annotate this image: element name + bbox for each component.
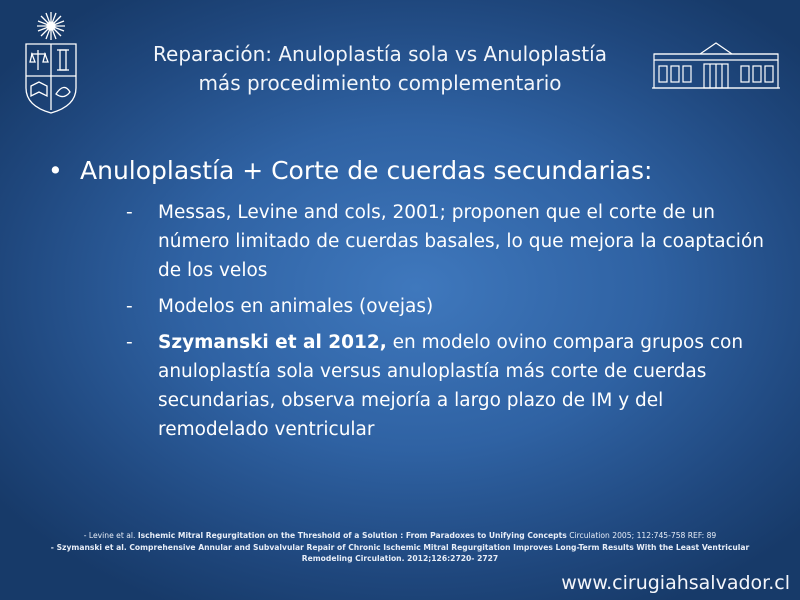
reference-line-2: - Szymanski et al. Comprehensive Annular and Subvalvular Repair of Chronic Ischemic Mitral Regurgitation Improves Long-Term Results With the Least Ventricular Remodeling Circulation. 2012;126:2720- 2727 [50, 542, 750, 563]
footer-url: www.cirugiahsalvador.cl [561, 572, 790, 594]
dash-marker: - [126, 332, 133, 353]
sub-item-lead: Szymanski et al 2012, [158, 332, 387, 353]
title-line-1: Reparación: Anuloplastía sola vs Anuloplastía [153, 42, 607, 66]
sub-item-text: en modelo ovino compara grupos con anuloplastía sola versus anuloplastía más corte de cuerdas secundarias, observa mejoría a largo plazo de IM y del remodelado ventricular [158, 332, 744, 440]
title-line-2: más procedimiento complementario [198, 71, 562, 95]
dash-marker: - [126, 202, 133, 223]
slide-title [120, 40, 640, 98]
sub-item [126, 328, 776, 444]
sub-item [126, 292, 776, 321]
hospital-building-icon [652, 40, 780, 92]
sub-item-text: Messas, Levine and cols, 2001; proponen que el corte de un número limitado de cuerdas basales, lo que mejora la coaptación de los velos [158, 202, 764, 281]
sub-item [126, 198, 776, 285]
main-bullet-text: Anuloplastía + Corte de cuerdas secundarias: [80, 156, 653, 185]
sub-item-text: Modelos en animales (ovejas) [158, 296, 434, 317]
dash-marker: - [126, 296, 133, 317]
sub-bullet-list [126, 198, 776, 451]
references [40, 530, 760, 565]
reference-line-1: - Levine et al. Ischemic Mitral Regurgitation on the Threshold of a Solution : From Paradoxes to Unifying Concepts Circulation 2005; 112:745-758 REF: 89 [83, 531, 717, 540]
bullet-marker: • [48, 156, 63, 185]
university-crest-icon [22, 10, 80, 115]
